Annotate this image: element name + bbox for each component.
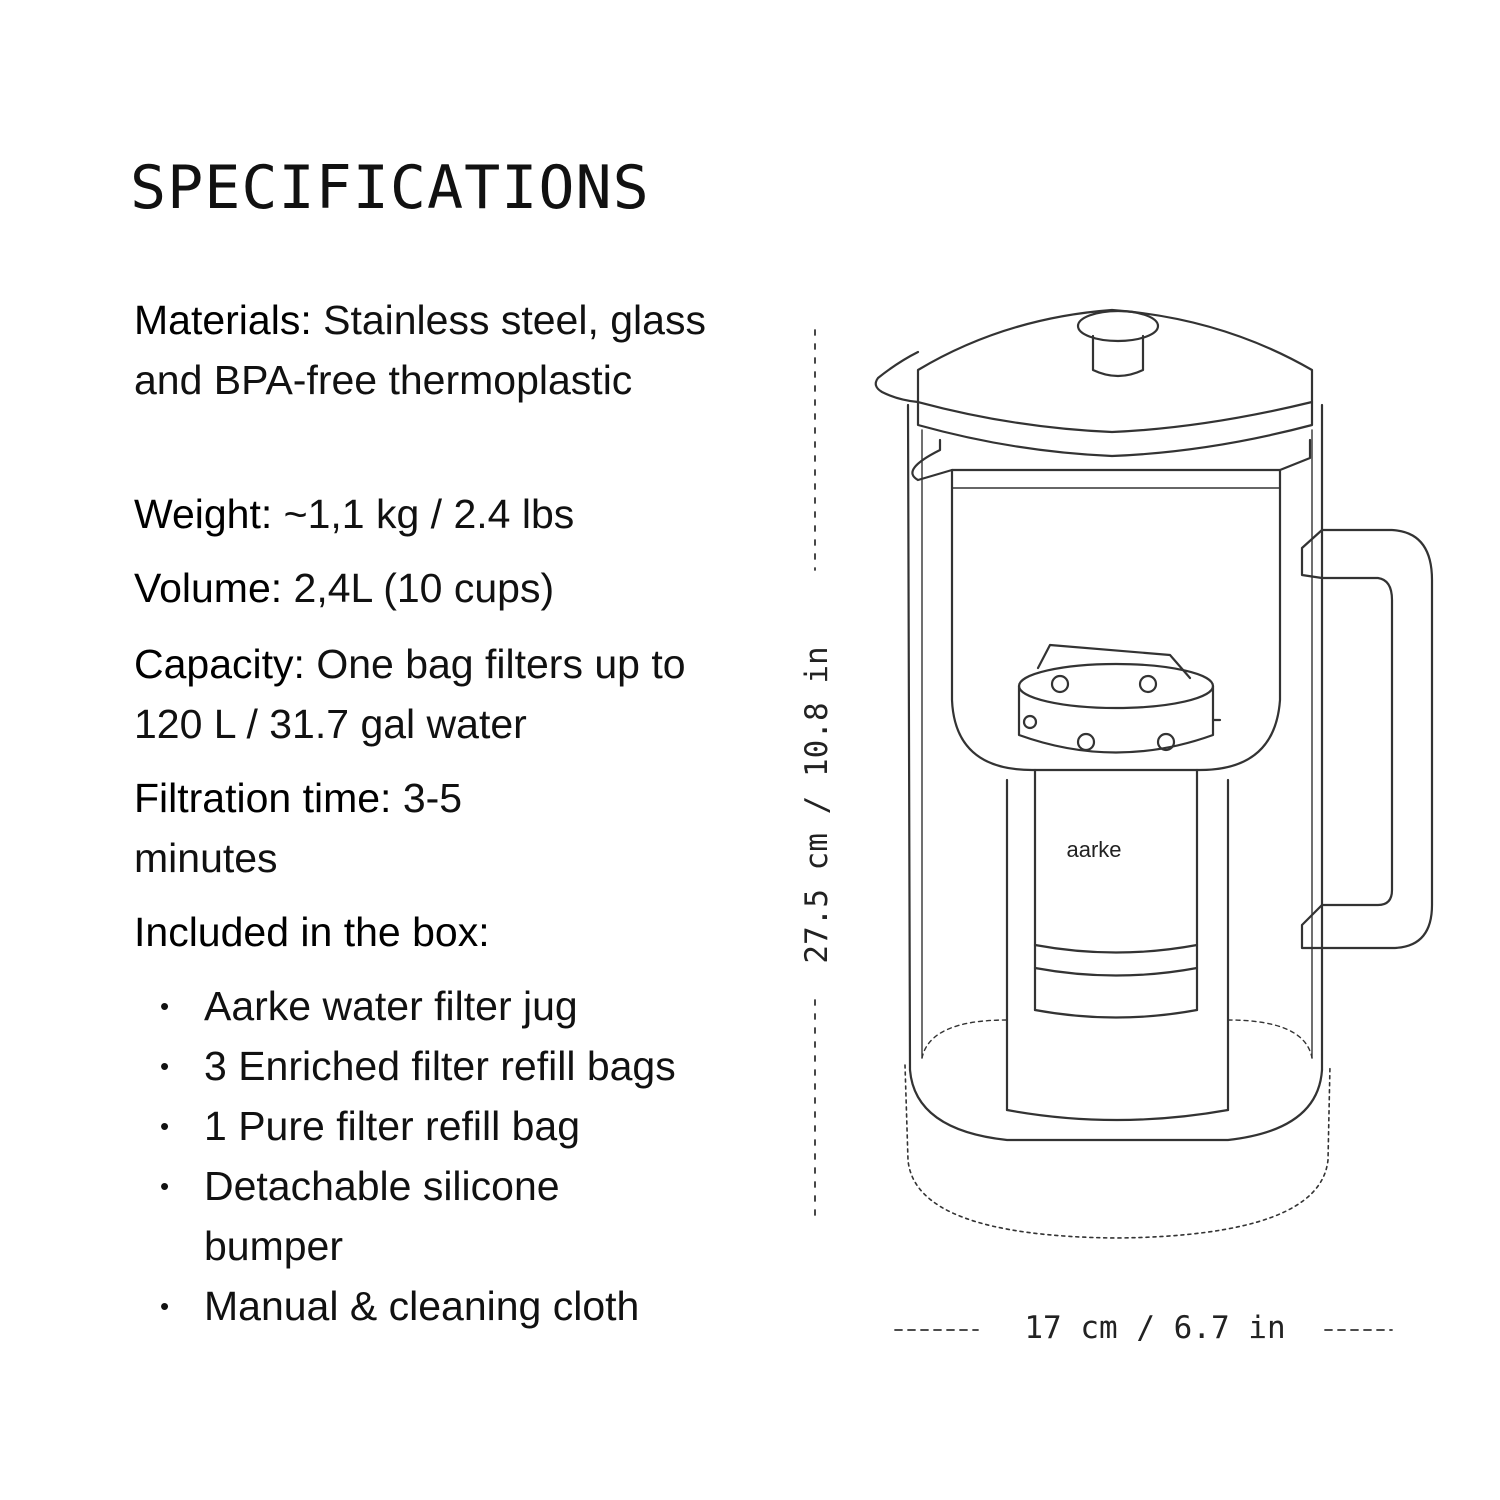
lid (876, 310, 1312, 456)
spec-volume-label: Volume: (134, 565, 283, 611)
spec-materials-label: Materials: (134, 297, 312, 343)
silicone-bumper (905, 1065, 1330, 1238)
handle (1322, 530, 1432, 948)
box-heading-label: Included in the box: (134, 909, 490, 955)
list-item: • Aarke water filter jug (160, 976, 676, 1036)
spec-volume-value: 2,4L (10 cups) (282, 565, 555, 611)
list-item: • 1 Pure filter refill bag (160, 1096, 676, 1156)
jug-base (910, 1070, 1322, 1140)
spec-weight-value: ~1,1 kg / 2.4 lbs (272, 491, 575, 537)
spec-filtration-time-label: Filtration time: (134, 775, 392, 821)
reservoir (912, 440, 1310, 770)
spec-capacity-value: One bag filters up to 120 L / 31.7 gal water (134, 641, 686, 747)
spec-materials-value: Stainless steel, glass and BPA-free thermoplastic (134, 297, 706, 403)
width-dimension-label: 17 cm / 6.7 in (1024, 1310, 1286, 1346)
brand-label: aarke (1066, 837, 1122, 862)
spec-capacity-label: Capacity: (134, 641, 305, 687)
spec-weight-label: Weight: (134, 491, 273, 537)
filter-cartridge (1007, 770, 1228, 1120)
glass-body (908, 405, 1322, 1070)
height-dimension-label: 27.5 cm / 10.8 in (799, 646, 835, 964)
spec-filtration-time-value: 3-5 minutes (134, 775, 463, 881)
list-item: • Manual & cleaning cloth (160, 1276, 676, 1336)
filter-cage (1019, 645, 1220, 753)
page-title: SPECIFICATIONS (130, 153, 650, 223)
list-item: • Detachable silicone bumper (160, 1156, 644, 1276)
list-item: • 3 Enriched filter refill bags (160, 1036, 676, 1096)
